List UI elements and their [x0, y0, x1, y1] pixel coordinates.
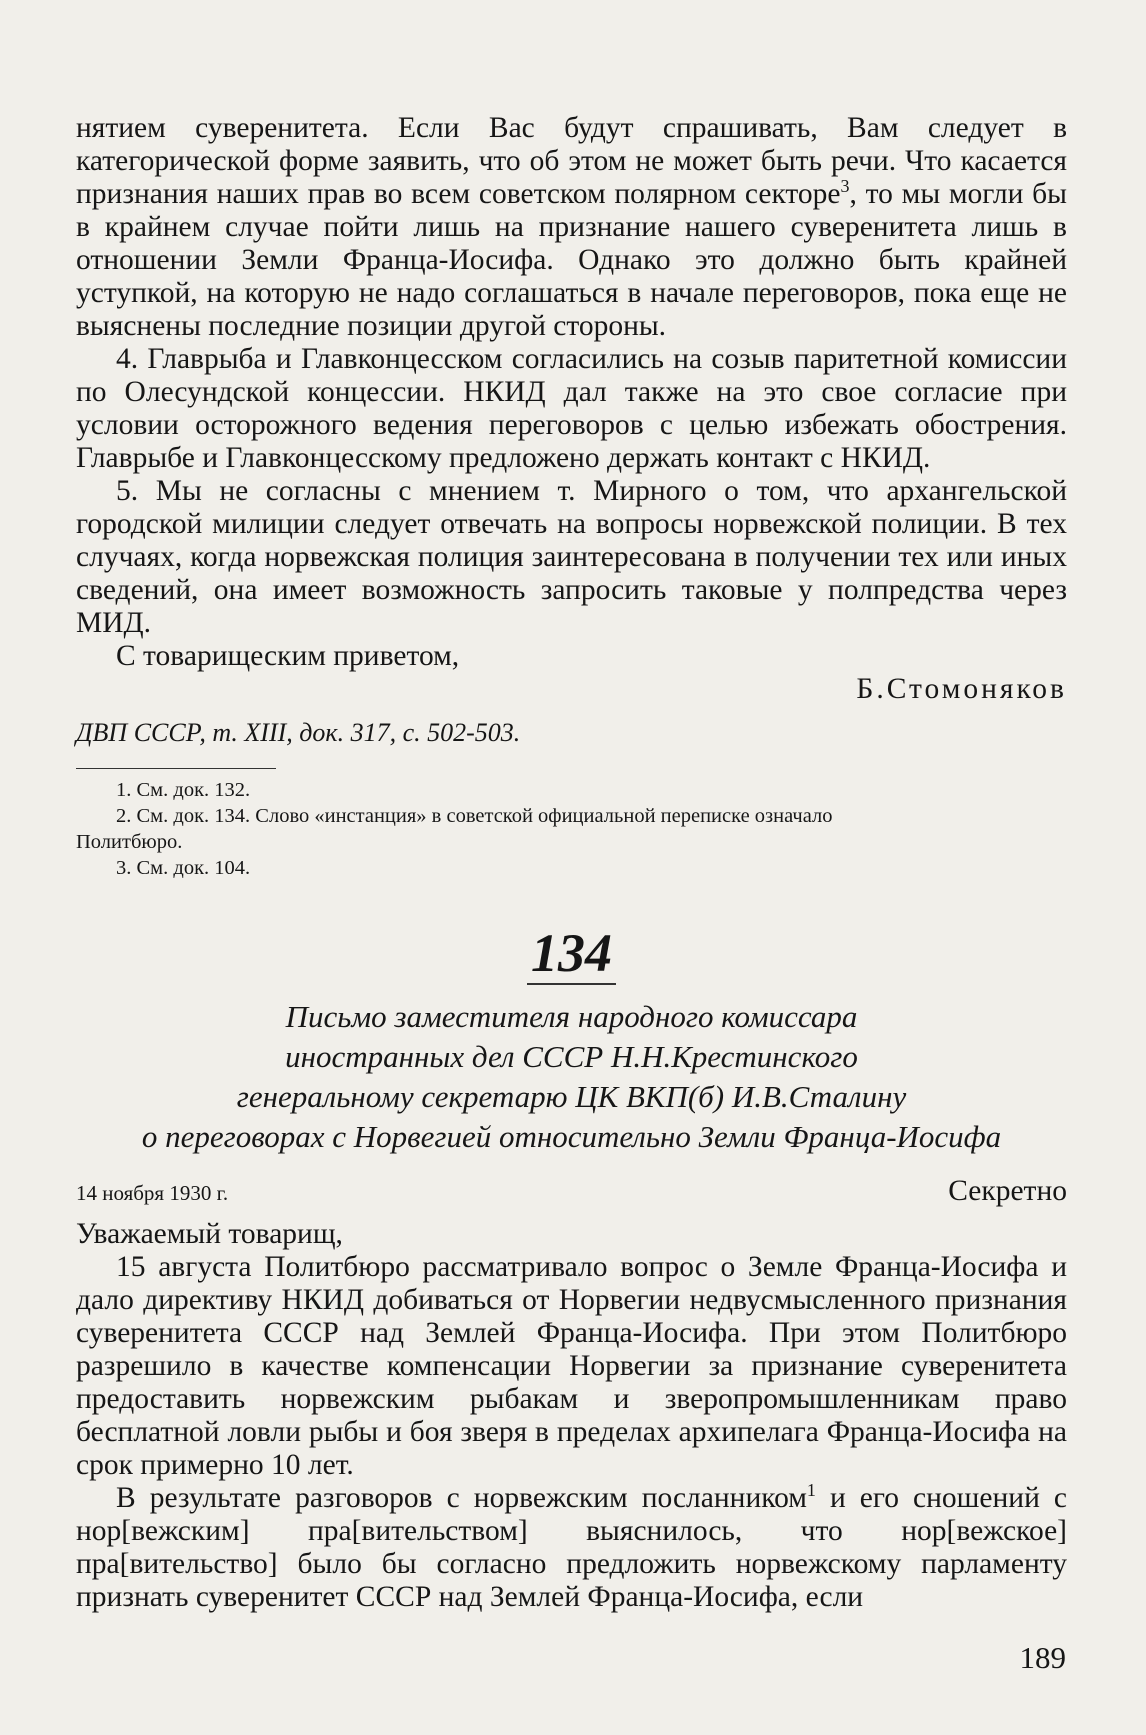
- page-number: 189: [1019, 1640, 1066, 1675]
- heading-line: Письмо заместителя народного комиссара: [285, 999, 858, 1034]
- document-heading: [76, 997, 1067, 1157]
- paragraph-continued: нятием суверенитета. Если Вас будут спрашивать, Вам следует в категорической форме заявить, что об этом не может быть речи. Что касается признания наших прав во всем советском полярном секторе$^3$, то мы могли бы в крайнем случае пойти лишь на признание нашего суверенитета лишь в отношении Земли Франца-Иосифа. Однако это должно быть крайней уступкой, на которую не надо соглашаться в начале переговоров, пока еще не выяснены последние позиции другой стороны.: [76, 112, 1067, 342]
- classification-mark: Секретно: [948, 1175, 1067, 1207]
- paragraph-1: 15 августа Политбюро рассматривало вопрос о Земле Франца-Иосифа и дало директиву НКИД добиваться от Норвегии недвусмысленного признания суверенитета СССР над Землей Франца-Иосифа. При этом Политбюро разрешило в качестве компенсации Норвегии за признание суверенитета предоставить норвежским рыбакам и зверопромышленникам право бесплатной ловли рыбы и боя зверя в пределах архипелага Франца-Иосифа на срок примерно 10 лет.: [76, 1251, 1067, 1481]
- footnote-divider: [76, 768, 276, 769]
- document-date: 14 ноября 1930 г.: [76, 1181, 229, 1205]
- document-number: 134: [76, 923, 1067, 983]
- footnote-2: 2. См. док. 134. Слово «инстанция» в советской официальной переписке означало: [116, 805, 833, 827]
- heading-line: иностранных дел СССР Н.Н.Крестинского: [285, 1039, 858, 1074]
- paragraph-point-5: 5. Мы не согласны с мнением т. Мирного о том, что архангельской городской милиции следует отвечать на вопросы норвежской полиции. В тех случаях, когда норвежская полиция заинтересована в получении тех или иных сведений, она имеет возможность запросить таковые у полпредства через МИД.: [76, 475, 1067, 639]
- heading-line: о переговорах с Норвегией относительно Земли Франца-Иосифа: [141, 1119, 1002, 1154]
- footnote-2-continued: Политбюро.: [76, 831, 183, 853]
- greeting: Уважаемый товарищ,: [76, 1218, 343, 1250]
- signature: Б.Стомоняков: [856, 673, 1067, 705]
- footnote-3: 3. См. док. 104.: [116, 857, 251, 879]
- footnote-ref: 3: [840, 176, 850, 197]
- paragraph-2: В результате разговоров с норвежским посланником$^1$ и его сношений с нор[вежским] пра[вительством] выяснилось, что нор[вежское] пра[вительство] было бы согласно предложить норвежскому парламенту признать суверенитет СССР над Землей Франца-Иосифа, если: [76, 1480, 1067, 1613]
- heading-line: генеральному секретарю ЦК ВКП(б) И.В.Сталину: [236, 1079, 907, 1114]
- paragraph-point-4: 4. Главрыба и Главконцесском согласились на созыв паритетной комиссии по Олесундской концессии. НКИД дал также на это свое согласие при условии осторожного ведения переговоров с целью избежать обострения. Главрыбе и Главконцесскому предложено держать контакт с НКИД.: [76, 343, 1067, 474]
- footnote-ref: 1: [806, 1480, 816, 1501]
- source-citation: ДВП СССР, т. XIII, док. 317, с. 502-503.: [76, 718, 521, 747]
- footnote-1: 1. См. док. 132.: [116, 779, 251, 801]
- date-line: [76, 1175, 1067, 1208]
- page-body: [76, 112, 1067, 1614]
- salutation: С товарищеским приветом,: [116, 640, 460, 672]
